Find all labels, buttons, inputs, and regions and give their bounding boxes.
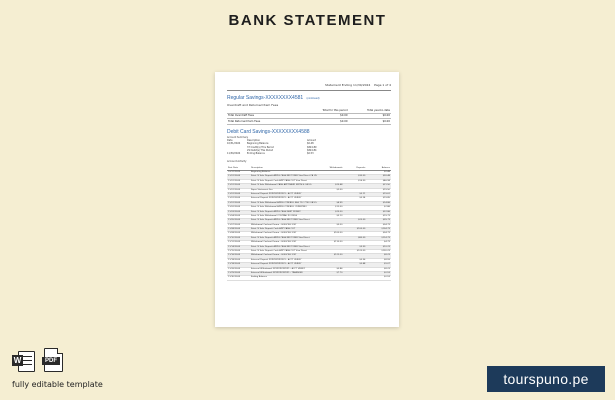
activity-post-date: 11/15/2024 bbox=[227, 250, 250, 254]
col-deposits: Deposits bbox=[343, 166, 366, 171]
activity-post-date: 11/01/2024 bbox=[227, 188, 250, 192]
activity-withdrawal: $4.99 bbox=[319, 201, 344, 205]
account-activity-table bbox=[227, 166, 391, 281]
fee-label: Total Returned Item Fees bbox=[227, 119, 302, 125]
activity-balance: $19.50 bbox=[366, 188, 391, 192]
brand-badge[interactable]: tourspuno.pe bbox=[487, 366, 605, 392]
activity-post-date: 11/04/2024 bbox=[227, 214, 250, 218]
activity-withdrawal: $2.00 bbox=[319, 188, 344, 192]
account-summary bbox=[227, 136, 357, 155]
activity-balance: $19.85 bbox=[366, 197, 391, 201]
pdf-label: PDF bbox=[42, 357, 60, 365]
activity-deposit: $30.00 bbox=[343, 175, 366, 179]
activity-post-date: 11/01/2024 bbox=[227, 201, 250, 205]
activity-withdrawal: $7.70 bbox=[319, 271, 344, 275]
activity-description: Point Of Sale Deposit APPLE CASH INST XFER Visa Direct bbox=[250, 245, 319, 249]
activity-withdrawal: $0.84 bbox=[319, 267, 344, 271]
activity-description: Point Of Sale Deposit APPLE CASH SENT MONEY bbox=[250, 210, 319, 214]
overdraft-subtitle: Overdraft and Returned Item Fees bbox=[227, 103, 279, 107]
activity-post-date: 11/01/2024 bbox=[227, 184, 250, 188]
activity-withdrawal bbox=[319, 276, 344, 280]
activity-post-date: 11/03/2024 bbox=[227, 210, 250, 214]
activity-balance: $10.23 bbox=[366, 245, 391, 249]
activity-post-date: 11/29/2024 bbox=[227, 271, 250, 275]
statement-header bbox=[227, 83, 391, 89]
col-description: Description bbox=[250, 166, 319, 171]
statement-document bbox=[215, 72, 399, 327]
activity-post-date: 11/05/2024 bbox=[227, 219, 250, 223]
activity-description: External Deposit XXXXXXXXXXX1 - ACCT VERIFY bbox=[250, 197, 319, 201]
activity-description: Point Of Sale Withdrawal COSTPALI PO DESS bbox=[250, 214, 319, 218]
activity-deposit: $16.50 bbox=[343, 179, 366, 183]
debit-card-savings-title: Debit Card Savings-XXXXXXXX4588 bbox=[227, 129, 310, 135]
activity-balance: $19.61 bbox=[366, 192, 391, 196]
table-row bbox=[227, 276, 391, 280]
activity-deposit: $100.00 bbox=[343, 228, 366, 232]
statement-ending-text: Statement Ending 11/30/2024 bbox=[325, 83, 371, 87]
activity-balance: $4.73 bbox=[366, 241, 391, 245]
activity-post-date: 11/12/2024 bbox=[227, 241, 250, 245]
editable-template-caption: fully editable template bbox=[12, 380, 103, 389]
activity-description: External Withdrawal XXXXXXXXXXX1 - TRANSFER bbox=[250, 271, 319, 275]
activity-description: Withdrawal Cashout Promo - 0000CSH 3 NY bbox=[250, 254, 319, 258]
activity-post-date: 11/02/2024 bbox=[227, 206, 250, 210]
activity-description: External Deposit XXXXXXXXXXX1 - ACCT VERIFY bbox=[250, 192, 319, 196]
activity-description: Point Of Sale Deposit Cash APP*CASH OUT Visa Direct bbox=[250, 250, 319, 254]
summary-date: 10/31/2024 bbox=[227, 142, 241, 146]
activity-post-date: 11/01/2024 bbox=[227, 175, 250, 179]
summary-description: Ending Balance bbox=[247, 151, 265, 155]
activity-description: Withdrawal Cashout Promo - 0000CSH 3 NY bbox=[250, 232, 319, 236]
activity-post-date: 11/01/2024 bbox=[227, 197, 250, 201]
fee-period: $0.00 bbox=[302, 119, 348, 125]
activity-withdrawal: $12.00 bbox=[319, 206, 344, 210]
activity-withdrawal: $5.00 bbox=[319, 223, 344, 227]
activity-balance: $34.73 bbox=[366, 223, 391, 227]
activity-balance: $114.73 bbox=[366, 236, 391, 240]
activity-post-date: 11/30/2024 bbox=[227, 276, 250, 280]
activity-deposit: $0.11 bbox=[343, 192, 366, 196]
word-file-icon bbox=[12, 350, 34, 372]
activity-withdrawal: $25.00 bbox=[319, 210, 344, 214]
activity-balance: $8.59 bbox=[366, 258, 391, 262]
fee-period: $0.00 bbox=[302, 113, 348, 119]
summary-description: 37 Credit(s) This Period bbox=[247, 145, 274, 149]
activity-balance: $130.23 bbox=[366, 250, 391, 254]
activity-deposit: $80.00 bbox=[343, 236, 366, 240]
fee-ytd: $0.00 bbox=[349, 119, 391, 125]
summary-amount: $0.48 bbox=[307, 142, 314, 146]
continued-note: (continued) bbox=[306, 97, 320, 100]
regular-savings-title bbox=[227, 95, 320, 101]
activity-deposit: $5.50 bbox=[343, 245, 366, 249]
activity-deposit bbox=[343, 276, 366, 280]
table-row bbox=[227, 119, 391, 125]
activity-post-date: 11/18/2024 bbox=[227, 263, 250, 267]
activity-deposit: $0.24 bbox=[343, 197, 366, 201]
activity-deposit: $0.36 bbox=[343, 258, 366, 262]
summary-row bbox=[227, 152, 357, 155]
activity-description: Withdrawal Cashout Promo - 0000CSH 3 NY bbox=[250, 241, 319, 245]
header-divider bbox=[227, 90, 391, 91]
activity-description: Point Of Sale Withdrawal CASH APP*DAVID SMITH 6 CA US bbox=[250, 184, 319, 188]
pdf-file-icon bbox=[42, 348, 64, 372]
activity-withdrawal: $110.00 bbox=[319, 241, 344, 245]
activity-deposit: $120.00 bbox=[343, 250, 366, 254]
account-summary-heading: Account Summary bbox=[227, 136, 249, 139]
activity-post-date: 11/26/2024 bbox=[227, 267, 250, 271]
activity-description: Paper Statement Fee bbox=[250, 188, 319, 192]
activity-balance: $22.86 bbox=[366, 210, 391, 214]
summary-description: 29 Debit(s) This Period bbox=[247, 148, 274, 152]
activity-deposit: $0.48 bbox=[343, 263, 366, 267]
activity-balance: $8.23 bbox=[366, 267, 391, 271]
activity-balance: $21.50 bbox=[366, 184, 391, 188]
summary-col-amount: Amount bbox=[307, 139, 317, 143]
activity-description: Ending Balance bbox=[250, 276, 319, 280]
fee-ytd: $0.00 bbox=[349, 113, 391, 119]
activity-post-date: 10/31/2024 bbox=[227, 171, 250, 175]
col-balance: Balance bbox=[366, 166, 391, 171]
activity-withdrawal: $3.13 bbox=[319, 214, 344, 218]
activity-balance: $19.73 bbox=[366, 214, 391, 218]
activity-post-date: 11/16/2024 bbox=[227, 254, 250, 258]
activity-description: Point Of Sale Deposit Cash APP*CASH OUT Visa Direct bbox=[250, 179, 319, 183]
activity-balance: $14.86 bbox=[366, 201, 391, 205]
regular-savings-title-text: Regular Savings-XXXXXXXX4581 bbox=[227, 95, 304, 101]
activity-balance: $2.86 bbox=[366, 206, 391, 210]
summary-amount: $824.89 bbox=[307, 145, 317, 149]
col-withdrawals: Withdrawals bbox=[319, 166, 344, 171]
activity-balance: $46.98 bbox=[366, 179, 391, 183]
activity-deposit: $20.00 bbox=[343, 219, 366, 223]
activity-withdrawal: $100.00 bbox=[319, 232, 344, 236]
activity-balance: $0.53 bbox=[366, 276, 391, 280]
activity-post-date: 11/01/2024 bbox=[227, 192, 250, 196]
activity-balance: $8.23 bbox=[366, 254, 391, 258]
col-post-date: Post Date bbox=[227, 166, 250, 171]
activity-balance: $30.48 bbox=[366, 175, 391, 179]
activity-description: Point Of Sale Deposit Cash APP*CASH OUT bbox=[250, 228, 319, 232]
overdraft-fees-table bbox=[227, 108, 391, 125]
activity-description: Withdrawal Cashout Promo - 0000CSH 3 NY bbox=[250, 223, 319, 227]
activity-description: Point Of Sale Deposit APPLE CASH INST XFER Visa Direct bbox=[250, 219, 319, 223]
page-title: BANK STATEMENT bbox=[228, 12, 387, 29]
summary-description: Beginning Balance bbox=[247, 142, 269, 146]
activity-description: Point Of Sale Withdrawal APPLE.COM/BILL 866 712 7753 CA US bbox=[250, 201, 319, 205]
activity-description: External Deposit XXXXXXXXXXX1 - ACCT VERIFY bbox=[250, 263, 319, 267]
activity-description: Point Of Sale Deposit APPLE CASH INST XFER Visa Direct bbox=[250, 236, 319, 240]
activity-description: Point Of Sale Deposit APPLE CASH INST XFER Visa Direct CA US bbox=[250, 175, 319, 179]
activity-description: Beginning Balance bbox=[250, 171, 319, 175]
activity-post-date: 11/18/2024 bbox=[227, 258, 250, 262]
activity-balance: $34.73 bbox=[366, 232, 391, 236]
summary-date: 11/30/2024 bbox=[227, 151, 241, 155]
activity-post-date: 11/10/2024 bbox=[227, 236, 250, 240]
activity-balance: $0.48 bbox=[366, 171, 391, 175]
fee-label: Total Overdraft Fees bbox=[227, 113, 302, 119]
summary-col-description: Description bbox=[247, 139, 261, 143]
word-letter: W bbox=[13, 356, 22, 365]
activity-withdrawal: $25.48 bbox=[319, 184, 344, 188]
overdraft-col-period: Total for this period bbox=[302, 108, 348, 113]
activity-post-date: 11/01/2024 bbox=[227, 179, 250, 183]
activity-rows bbox=[227, 171, 391, 281]
activity-post-date: 11/08/2024 bbox=[227, 228, 250, 232]
activity-post-date: 11/14/2024 bbox=[227, 245, 250, 249]
activity-description: External Deposit XXXXXXXXXXX1 - ACCT VERIFY bbox=[250, 258, 319, 262]
activity-post-date: 11/07/2024 bbox=[227, 223, 250, 227]
activity-balance: $0.53 bbox=[366, 271, 391, 275]
activity-post-date: 11/08/2024 bbox=[227, 232, 250, 236]
activity-balance: $39.73 bbox=[366, 219, 391, 223]
page-number-text: Page 1 of 4 bbox=[374, 83, 391, 87]
summary-amount: $0.53 bbox=[307, 151, 314, 155]
activity-balance: $134.73 bbox=[366, 228, 391, 232]
summary-amount: $824.84 bbox=[307, 148, 317, 152]
account-activity-heading: Account Activity bbox=[227, 160, 247, 163]
activity-withdrawal: $122.00 bbox=[319, 254, 344, 258]
activity-description: Point Of Sale Withdrawal APPLE.COM/BILL CUPERTINO bbox=[250, 206, 319, 210]
activity-description: External Withdrawal XXXXXXXXXXX1 - ACCT VERIFY bbox=[250, 267, 319, 271]
overdraft-col-ytd: Total year-to-date bbox=[349, 108, 391, 113]
summary-col-date: Date bbox=[227, 139, 233, 143]
activity-balance: $9.07 bbox=[366, 263, 391, 267]
